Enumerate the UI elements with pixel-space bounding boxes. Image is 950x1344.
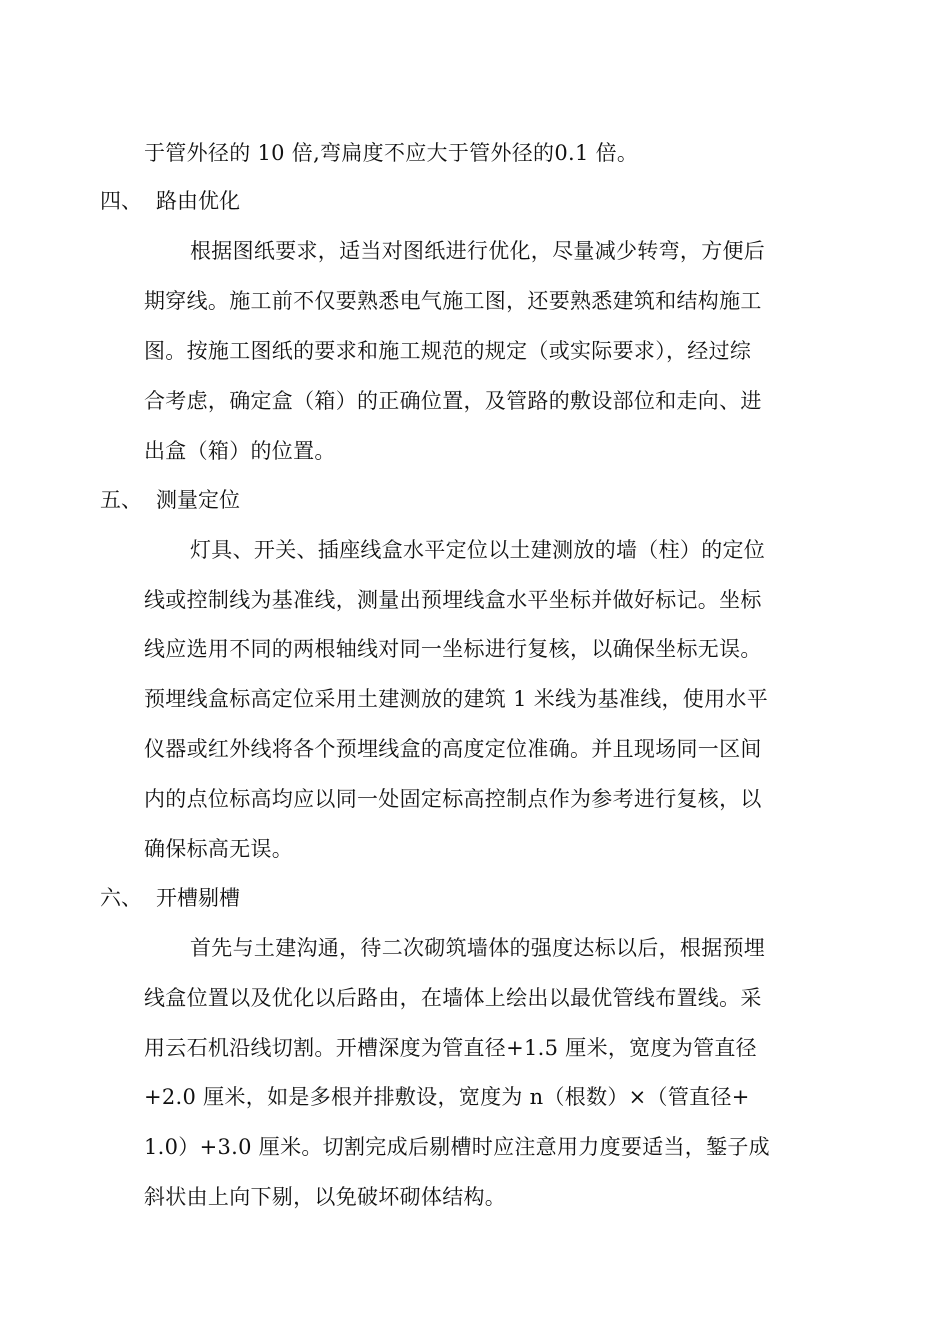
- paragraph-line: 于管外径的 10 倍,弯扁度不应大于管外径的0.1 倍。: [144, 141, 639, 165]
- section-number: 六、: [100, 886, 142, 910]
- paragraph-line: 灯具、开关、插座线盒水平定位以土建测放的墙（柱）的定位: [190, 538, 766, 562]
- section-title: 开槽剔槽: [156, 886, 240, 910]
- paragraph-line: 首先与土建沟通，待二次砌筑墙体的强度达标以后，根据预埋: [190, 936, 766, 960]
- paragraph-line: +2.0 厘米，如是多根并排敷设，宽度为 n（根数）×（管直径+: [144, 1085, 750, 1109]
- paragraph-line: 预埋线盒标高定位采用土建测放的建筑 1 米线为基准线，使用水平: [144, 687, 769, 711]
- paragraph-line: 内的点位标高均应以同一处固定标高控制点作为参考进行复核，以: [144, 787, 762, 811]
- paragraph-line: 仪器或红外线将各个预埋线盒的高度定位准确。并且现场同一区间: [144, 737, 762, 761]
- section-title: 测量定位: [156, 488, 240, 512]
- paragraph-line: 斜状由上向下剔，以免破坏砌体结构。: [144, 1185, 507, 1209]
- paragraph-line: 线或控制线为基准线，测量出预埋线盒水平坐标并做好标记。坐标: [144, 588, 762, 612]
- paragraph-line: 1.0）+3.0 厘米。切割完成后剔槽时应注意用力度要适当，錾子成: [144, 1135, 770, 1159]
- paragraph-line: 合考虑，确定盒（箱）的正确位置，及管路的敷设部位和走向、进: [144, 389, 762, 413]
- paragraph-line: 根据图纸要求，适当对图纸进行优化，尽量减少转弯，方便后: [190, 239, 766, 263]
- paragraph-line: 线盒位置以及优化以后路由，在墙体上绘出以最优管线布置线。采: [144, 986, 762, 1010]
- section-number: 五、: [100, 488, 142, 512]
- paragraph-line: 图。按施工图纸的要求和施工规范的规定（或实际要求），经过综: [144, 339, 752, 363]
- section-heading-5: [100, 487, 240, 513]
- paragraph-line: 用云石机沿线切割。开槽深度为管直径+1.5 厘米，宽度为管直径: [144, 1036, 757, 1060]
- section-heading-6: [100, 885, 240, 911]
- paragraph-line: 期穿线。施工前不仅要熟悉电气施工图，还要熟悉建筑和结构施工: [144, 289, 762, 313]
- section-title: 路由优化: [156, 189, 240, 213]
- paragraph-line: 出盒（箱）的位置。: [144, 439, 336, 463]
- section-heading-4: [100, 188, 240, 214]
- section-number: 四、: [100, 189, 142, 213]
- paragraph-line: 线应选用不同的两根轴线对同一坐标进行复核，以确保坐标无误。: [144, 637, 762, 661]
- paragraph-line: 确保标高无误。: [144, 837, 294, 861]
